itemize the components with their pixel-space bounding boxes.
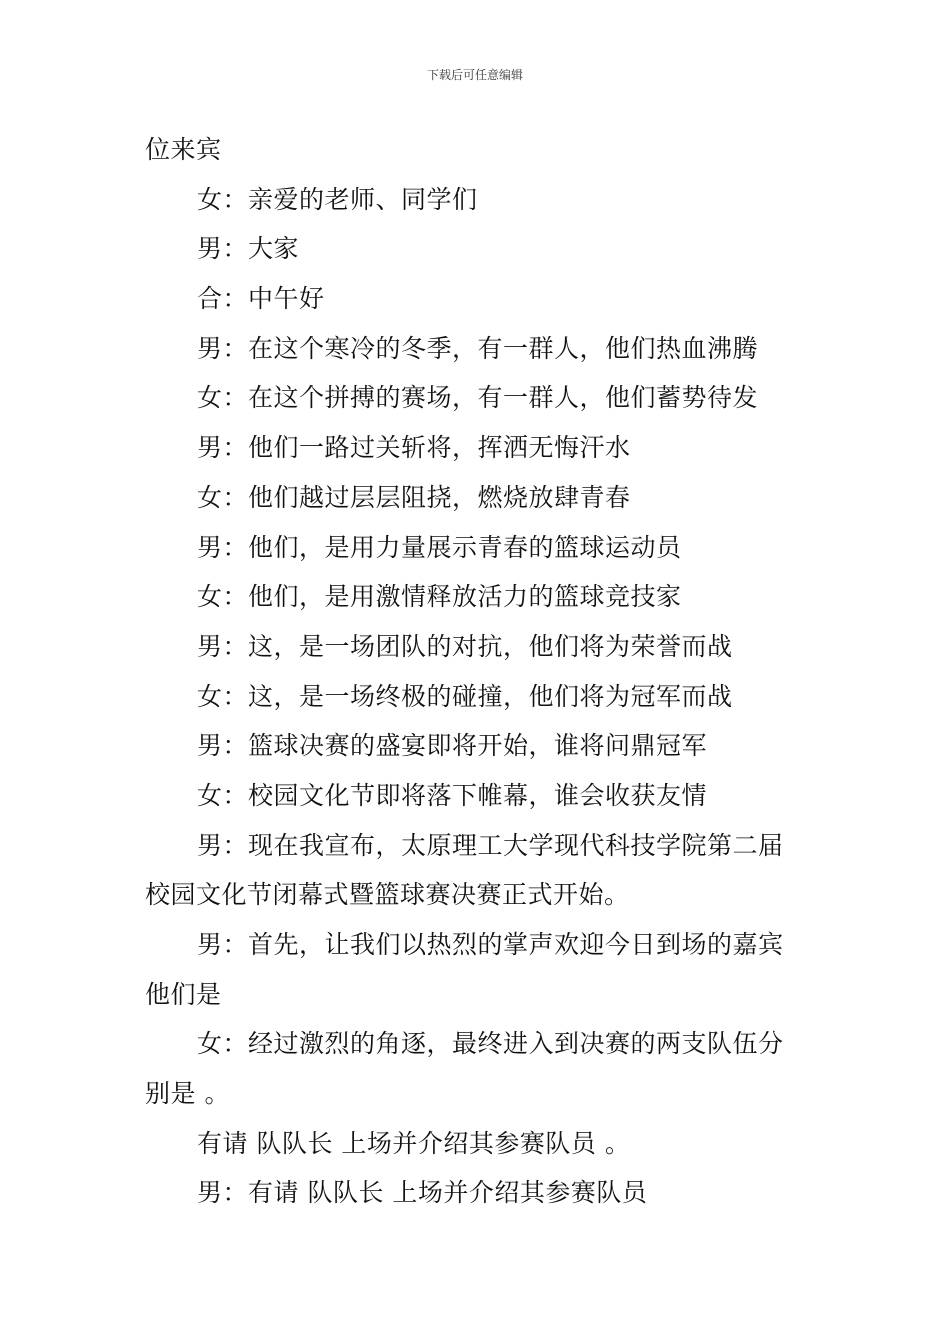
page-header: 下载后可任意编辑 — [426, 68, 523, 82]
text-line-10: 女：他们，是用激情释放活力的篮球竞技家 — [197, 582, 682, 612]
text-line-14: 女：校园文化节即将落下帷幕，谁会收获友情 — [197, 780, 708, 810]
text-line-16: 校园文化节闭幕式暨篮球赛决赛正式开始。 — [145, 880, 630, 910]
text-line-5: 男：在这个寒冷的冬季，有一群人，他们热血沸腾 — [197, 333, 759, 363]
text-line-22: 男：有请 队队长 上场并介绍其参赛队员 — [197, 1178, 648, 1208]
text-line-19: 女：经过激烈的角逐，最终进入到决赛的两支队伍分 — [197, 1029, 784, 1059]
text-line-15: 男：现在我宣布，太原理工大学现代科技学院第二届 — [197, 830, 784, 860]
text-line-21: 有请 队队长 上场并介绍其参赛队员 。 — [197, 1128, 631, 1158]
text-line-9: 男：他们，是用力量展示青春的篮球运动员 — [197, 532, 682, 562]
text-line-2: 女：亲爱的老师、同学们 — [197, 184, 478, 214]
text-line-11: 男：这，是一场团队的对抗，他们将为荣誉而战 — [197, 631, 733, 661]
text-line-20: 别是 。 — [145, 1079, 230, 1109]
text-line-18: 他们是 — [145, 979, 222, 1009]
text-line-8: 女：他们越过层层阻挠，燃烧放肆青春 — [197, 482, 631, 512]
text-line-13: 男：篮球决赛的盛宴即将开始，谁将问鼎冠军 — [197, 731, 708, 761]
text-line-6: 女：在这个拼搏的赛场，有一群人，他们蓄势待发 — [197, 383, 759, 413]
text-line-1: 位来宾 — [145, 135, 222, 164]
document-body — [145, 125, 813, 1218]
text-line-7: 男：他们一路过关斩将，挥洒无悔汗水 — [197, 433, 631, 463]
text-line-4: 合：中午好 — [197, 284, 325, 314]
text-line-17: 男：首先，让我们以热烈的掌声欢迎今日到场的嘉宾 — [197, 930, 784, 959]
text-line-12: 女：这，是一场终极的碰撞，他们将为冠军而战 — [197, 681, 733, 711]
text-line-3: 男：大家 — [197, 234, 300, 264]
